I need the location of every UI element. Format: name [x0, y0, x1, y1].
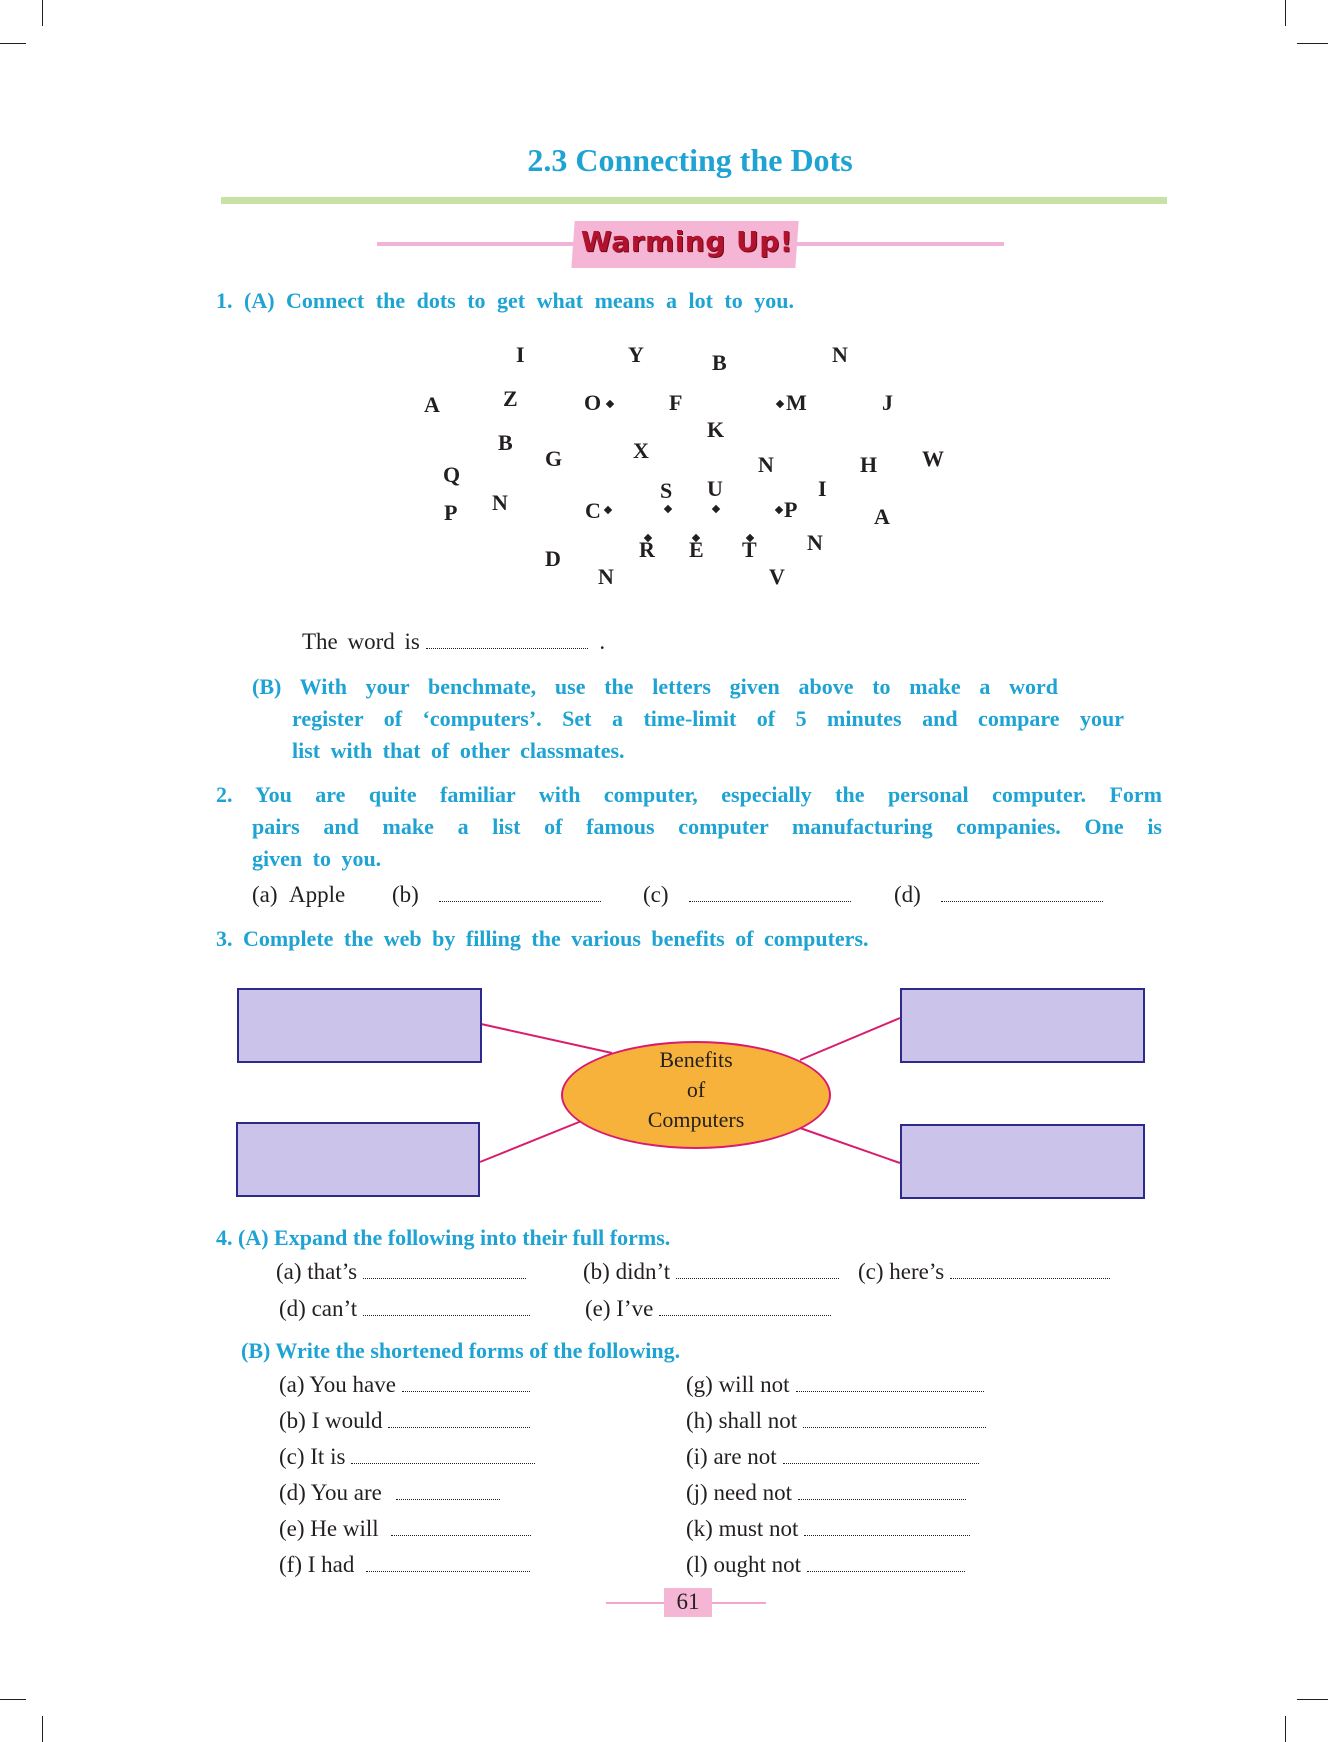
puzzle-letter: N: [492, 490, 508, 515]
shorten-label: (l) ought not: [686, 1552, 801, 1577]
expand-blank[interactable]: [950, 1277, 1110, 1279]
q1b-line-3: list with that of other classmates.: [292, 738, 625, 763]
expand-label: (d) can’t: [279, 1296, 358, 1321]
puzzle-letter: I: [818, 476, 827, 501]
shorten-label: (h) shall not: [686, 1408, 798, 1433]
puzzle-letter: D: [545, 546, 561, 571]
puzzle-letter: N: [832, 342, 848, 367]
center-line-1: Benefits: [659, 1047, 733, 1072]
q2-option-a-value: Apple: [289, 882, 346, 907]
section-title: 2.3 Connecting the Dots: [527, 142, 853, 178]
expand-item: [276, 1259, 526, 1285]
puzzle-letter: Z: [503, 386, 518, 411]
shorten-blank[interactable]: [804, 1534, 970, 1536]
puzzle-letter: N: [758, 452, 774, 477]
puzzle-letter: S: [660, 478, 673, 503]
shorten-label: (j) need not: [686, 1480, 793, 1505]
shorten-item: [686, 1552, 965, 1578]
benefit-box-top-right[interactable]: [900, 988, 1145, 1063]
shorten-label: (f) I had: [279, 1552, 355, 1577]
shorten-blank[interactable]: [351, 1462, 535, 1464]
shorten-blank[interactable]: [396, 1498, 500, 1500]
puzzle-letter: J: [882, 390, 893, 415]
shorten-label: (d) You are: [279, 1480, 382, 1505]
warmup-title: Warming Up!: [580, 225, 794, 258]
shorten-blank[interactable]: [388, 1426, 530, 1428]
q1-prompt: 1. (A) Connect the dots to get what means a lot to you.: [216, 288, 794, 313]
center-line-3: Computers: [647, 1107, 745, 1132]
shorten-item: [686, 1372, 984, 1398]
shorten-blank[interactable]: [796, 1390, 984, 1392]
q2-line-1: 2. You are quite familiar with computer, especially the personal computer. Form: [216, 782, 1162, 807]
expand-item: [279, 1296, 530, 1322]
puzzle-letter: M: [786, 390, 807, 415]
puzzle-letter: Q: [443, 462, 461, 487]
q2-line-2: pairs and make a list of famous computer manufacturing companies. One is: [252, 814, 1162, 839]
q4b-prompt: (B) Write the shortened forms of the following.: [241, 1338, 681, 1363]
expand-label: (c) here’s: [858, 1259, 945, 1284]
puzzle-letter: T: [742, 537, 757, 562]
puzzle-letter: K: [707, 417, 725, 442]
q2-line-3: given to you.: [252, 846, 382, 871]
expand-item: [583, 1259, 839, 1285]
puzzle-letter: F: [669, 390, 683, 415]
expand-blank[interactable]: [659, 1314, 831, 1316]
expand-blank[interactable]: [363, 1277, 526, 1279]
puzzle-letter: H: [860, 452, 878, 477]
q1b-line-2: register of ‘computers’. Set a time-limit of 5 minutes and compare your: [292, 706, 1124, 731]
expand-label: (a) that’s: [276, 1259, 358, 1284]
puzzle-letter: N: [807, 530, 823, 555]
expand-label: (e) I’ve: [585, 1296, 654, 1321]
q4a-prompt: 4. (A) Expand the following into their full forms.: [216, 1225, 671, 1250]
puzzle-letter: B: [498, 430, 513, 455]
shorten-item: [686, 1516, 970, 1542]
shorten-label: (i) are not: [686, 1444, 777, 1469]
shorten-item: [686, 1480, 966, 1506]
shorten-item: [279, 1408, 530, 1434]
word-answer-period: .: [599, 629, 606, 654]
shorten-blank[interactable]: [783, 1462, 979, 1464]
q2-option-d-label: (d): [894, 882, 921, 907]
shorten-blank[interactable]: [402, 1390, 530, 1392]
puzzle-letter: E: [689, 537, 704, 562]
puzzle-letter: N: [598, 564, 614, 589]
puzzle-letter: Y: [628, 342, 644, 367]
puzzle-letter: C: [585, 498, 601, 523]
expand-blank[interactable]: [676, 1277, 839, 1279]
benefits-center-label: [561, 1045, 831, 1135]
puzzle-letter: G: [545, 446, 563, 471]
puzzle-letter: A: [424, 392, 440, 417]
puzzle-letter: I: [516, 342, 525, 367]
shorten-label: (g) will not: [686, 1372, 790, 1397]
expand-label: (b) didn’t: [583, 1259, 671, 1284]
puzzle-letter: P: [784, 497, 798, 522]
expand-item: [858, 1259, 1110, 1285]
puzzle-letter: R: [639, 537, 655, 562]
puzzle-letter: X: [633, 438, 649, 463]
shorten-blank[interactable]: [798, 1498, 966, 1500]
shorten-item: [279, 1552, 530, 1578]
q3-prompt: 3. Complete the web by filling the various benefits of computers.: [216, 926, 869, 951]
benefit-box-top-left[interactable]: [237, 988, 482, 1063]
puzzle-letter: U: [707, 476, 723, 501]
puzzle-letter: W: [922, 446, 944, 471]
puzzle-letter: O: [584, 390, 602, 415]
shorten-item: [279, 1372, 530, 1398]
shorten-blank[interactable]: [803, 1426, 986, 1428]
puzzle-letter: V: [769, 564, 785, 589]
shorten-label: (b) I would: [279, 1408, 383, 1433]
q2-option-b-label: (b): [392, 882, 419, 907]
shorten-item: [279, 1444, 535, 1470]
page-number: 61: [676, 1589, 700, 1614]
shorten-item: [279, 1480, 500, 1506]
puzzle-letter: B: [712, 350, 727, 375]
q1b-line-1: (B) With your benchmate, use the letters given above to make a word: [252, 674, 1058, 699]
shorten-blank[interactable]: [391, 1534, 531, 1536]
center-line-2: of: [686, 1077, 706, 1102]
word-answer-label: The word is: [302, 629, 420, 654]
shorten-item: [279, 1516, 531, 1542]
shorten-label: (c) It is: [279, 1444, 346, 1469]
expand-item: [585, 1296, 831, 1322]
shorten-item: [686, 1408, 986, 1434]
q2-option-c-label: (c): [643, 882, 669, 907]
expand-blank[interactable]: [363, 1314, 530, 1316]
shorten-label: (k) must not: [686, 1516, 799, 1541]
shorten-blank[interactable]: [366, 1570, 530, 1572]
q2-option-a-label: (a): [252, 882, 278, 907]
puzzle-letter: A: [874, 504, 890, 529]
shorten-label: (e) He will: [279, 1516, 379, 1541]
shorten-label: (a) You have: [279, 1372, 396, 1397]
benefit-box-bottom-right[interactable]: [900, 1124, 1145, 1199]
shorten-blank[interactable]: [807, 1570, 965, 1572]
puzzle-letter: P: [444, 500, 458, 525]
shorten-item: [686, 1444, 979, 1470]
benefit-box-bottom-left[interactable]: [236, 1122, 480, 1197]
